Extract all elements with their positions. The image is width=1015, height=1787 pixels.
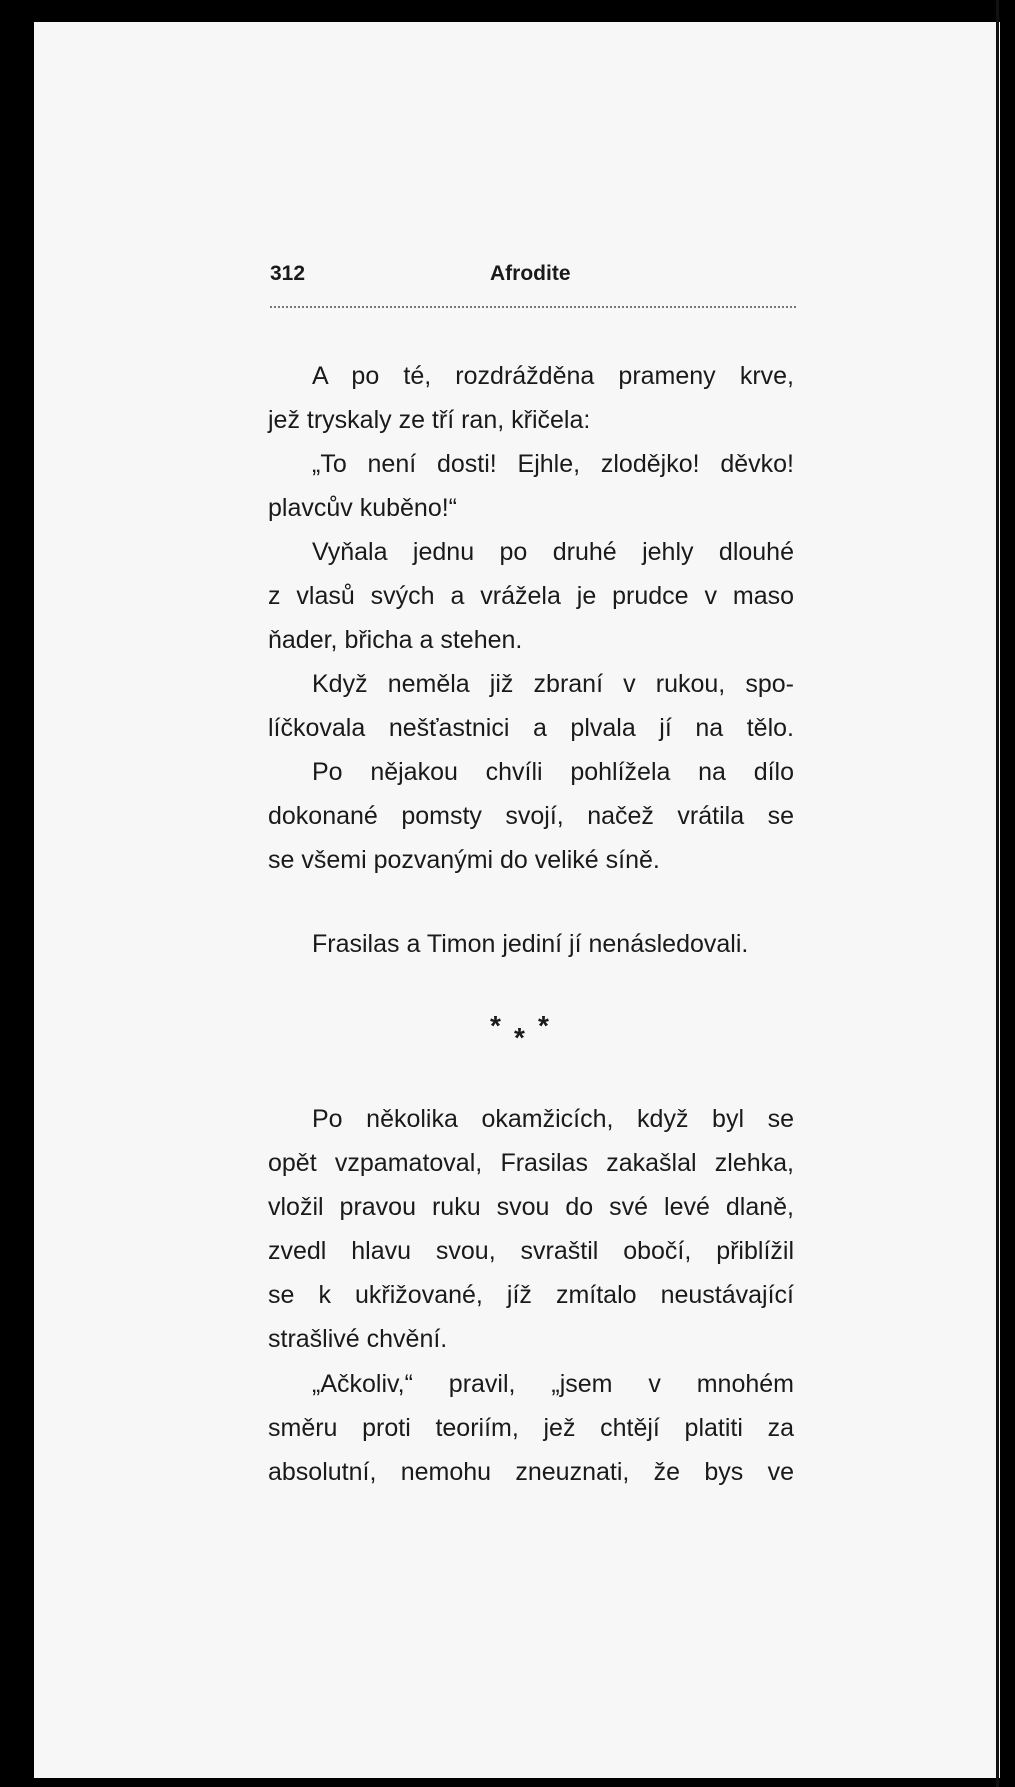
paragraph-8 [268, 1362, 794, 1494]
separator-star: * [490, 1010, 501, 1041]
page-number: 312 [270, 262, 306, 285]
text-line: A po té, rozdrážděna prameny krve, [312, 362, 794, 390]
text-line: „Ačkoliv,“ pravil, „jsem v mnohém [312, 1370, 794, 1398]
text-line: opět vzpamatoval, Frasilas zakašlal zlehka, [268, 1149, 794, 1177]
running-header [270, 262, 796, 290]
paragraph-6 [268, 922, 794, 966]
paragraph-2 [268, 442, 794, 530]
text-line: Frasilas a Timon jediní jí nenásledovali. [312, 930, 749, 958]
text-line: Po několika okamžicích, když byl se [312, 1105, 794, 1133]
text-line: z vlasů svých a vrážela je prudce v maso [268, 582, 794, 610]
text-line: zvedl hlavu svou, svraštil obočí, přiblížil [268, 1237, 794, 1265]
text-line: se všemi pozvanými do veliké síně. [268, 846, 660, 874]
paragraph-4 [268, 662, 794, 750]
section-separator [490, 1010, 570, 1060]
text-line: absolutní, nemohu zneuznati, že bys ve [268, 1458, 794, 1486]
text-line: směru proti teoriím, jež chtějí platiti za [268, 1414, 794, 1442]
text-line: plavcův kuběno!“ [268, 494, 458, 522]
separator-star: * [514, 1022, 525, 1053]
text-line: líčkovala nešťastnici a plvala jí na tělo. [268, 714, 794, 742]
text-line: Po nějakou chvíli pohlížela na dílo [312, 758, 794, 786]
paragraph-7 [268, 1097, 794, 1361]
paragraph-3 [268, 530, 794, 662]
running-title: Afrodite [490, 262, 571, 285]
text-line: Když neměla již zbraní v rukou, spo- [312, 670, 794, 698]
text-line: vložil pravou ruku svou do své levé dlaně, [268, 1193, 794, 1221]
header-rule [270, 306, 796, 308]
text-line: strašlivé chvění. [268, 1325, 448, 1353]
paragraph-1 [268, 354, 794, 442]
text-line: jež tryskaly ze tří ran, křičela: [268, 406, 591, 434]
text-line: Vyňala jednu po druhé jehly dlouhé [312, 538, 794, 566]
text-line: ňader, břicha a stehen. [268, 626, 523, 654]
page-edge [996, 0, 999, 1787]
separator-star: * [538, 1010, 549, 1041]
paragraph-5 [268, 750, 794, 882]
text-line: se k ukřižované, jíž zmítalo neustávající [268, 1281, 794, 1309]
text-line: „To není dosti! Ejhle, zlodějko! děvko! [312, 450, 794, 478]
text-line: dokonané pomsty svojí, načež vrátila se [268, 802, 794, 830]
